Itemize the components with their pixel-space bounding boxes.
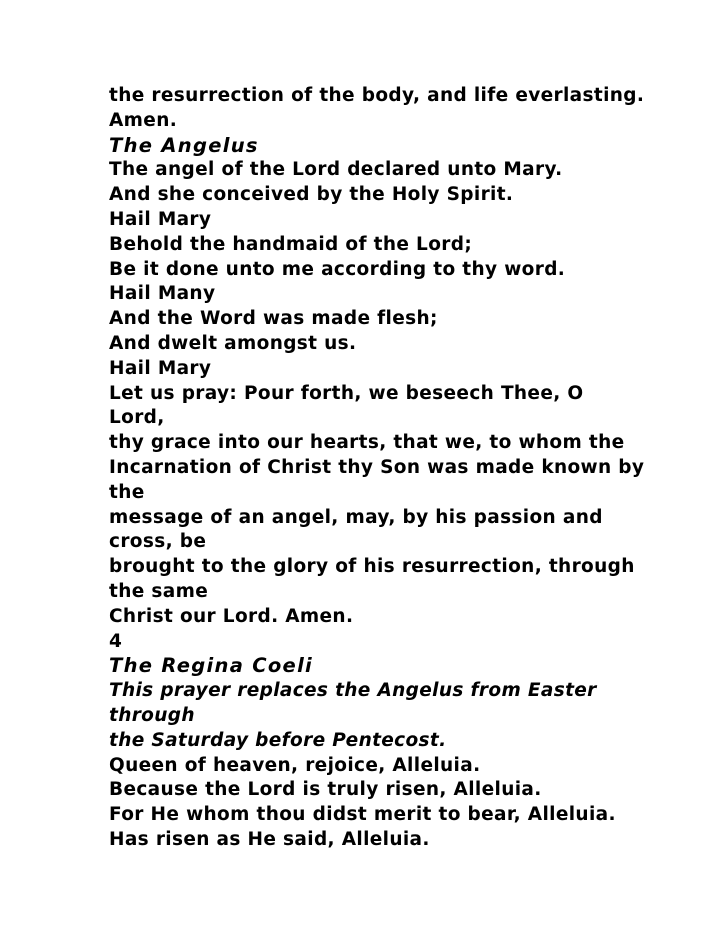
text-line: For He whom thou didst merit to bear, Alleluia. (109, 804, 616, 826)
rubric-line: This prayer replaces the Angelus from Easter (109, 680, 597, 702)
rubric-line: the Saturday before Pentecost. (109, 729, 447, 751)
document-page (109, 84, 709, 853)
text-line: Let us pray: Pour forth, we beseech Thee, O (109, 382, 584, 404)
page-number: 4 (109, 630, 123, 652)
section-heading: The Regina Coeli (109, 654, 314, 678)
text-line: Lord, (109, 407, 165, 429)
text-line: the (109, 481, 145, 503)
text-line: Because the Lord is truly risen, Alleluia. (109, 779, 542, 801)
rubric-line: through (109, 704, 195, 726)
text-line: Christ our Lord. Amen. (109, 605, 354, 627)
text-line: Hail Mary (109, 208, 212, 230)
text-line: message of an angel, may, by his passion and (109, 506, 603, 528)
text-line: thy grace into our hearts, that we, to whom the (109, 432, 625, 454)
text-line: And the Word was made flesh; (109, 308, 438, 330)
text-line: Queen of heaven, rejoice, Alleluia. (109, 754, 481, 776)
text-line: Be it done unto me according to thy word. (109, 258, 566, 280)
text-line: The angel of the Lord declared unto Mary. (109, 159, 563, 181)
text-line: brought to the glory of his resurrection, through (109, 556, 635, 578)
text-line: Has risen as He said, Alleluia. (109, 828, 430, 850)
text-line: And she conceived by the Holy Spirit. (109, 184, 514, 206)
text-line: Incarnation of Christ thy Son was made known by (109, 456, 645, 478)
text-line: Hail Mary (109, 357, 212, 379)
text-line: Hail Many (109, 283, 216, 305)
text-line: Amen. (109, 109, 178, 131)
text-line: the resurrection of the body, and life everlasting. (109, 85, 645, 106)
text-line: And dwelt amongst us. (109, 332, 357, 354)
text-line: the same (109, 580, 209, 602)
text-line: Behold the handmaid of the Lord; (109, 233, 473, 255)
section-heading: The Angelus (109, 133, 259, 157)
text-line: cross, be (109, 531, 207, 553)
